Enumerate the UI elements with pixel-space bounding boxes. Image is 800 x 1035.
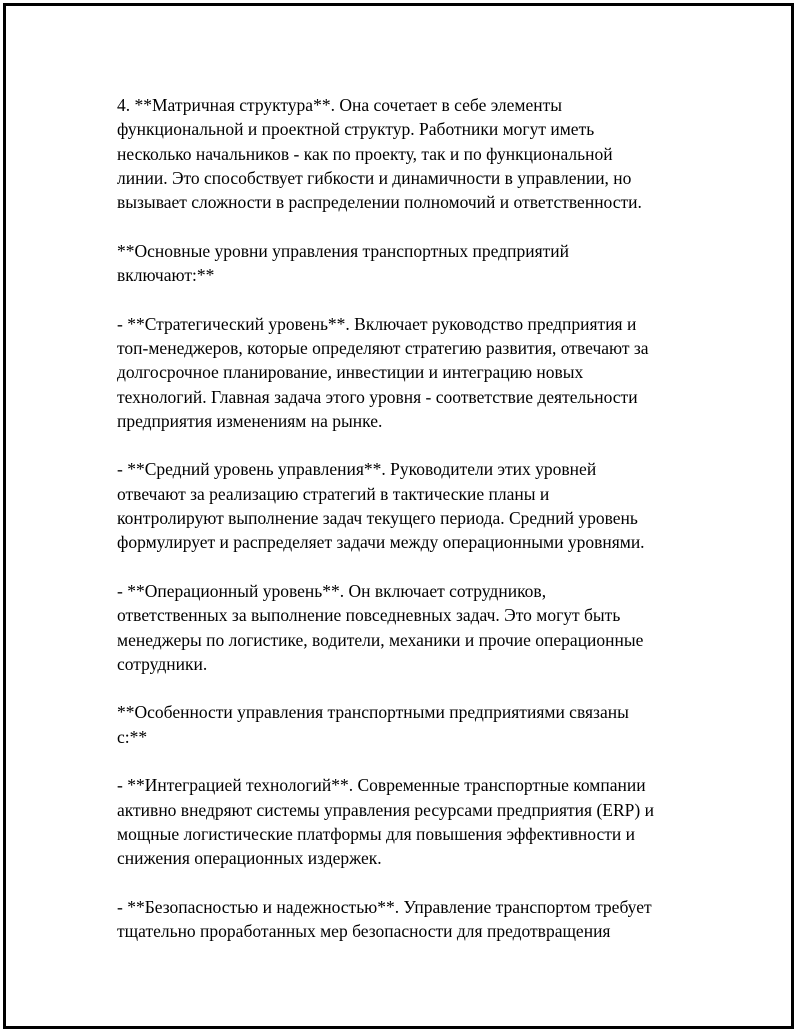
text-line: - **Стратегический уровень**. Включает руководство предприятия и bbox=[117, 313, 637, 334]
text-line: активно внедряют системы управления ресурсами предприятия (ERP) и bbox=[117, 799, 654, 820]
heading-management-levels bbox=[117, 239, 687, 288]
paragraph-gap bbox=[117, 555, 687, 579]
paragraph-gap bbox=[117, 749, 687, 773]
text-line: - **Операционный уровень**. Он включает сотрудников, bbox=[117, 580, 547, 601]
text-line: вызывает сложности в распределении полномочий и ответственности. bbox=[117, 192, 642, 213]
paragraph-strategic-level bbox=[117, 312, 687, 433]
text-line: мощные логистические платформы для повышения эффективности и bbox=[117, 823, 635, 844]
text-line: включают:** bbox=[117, 265, 215, 286]
paragraph-gap bbox=[117, 871, 687, 895]
text-line: ответственных за выполнение повседневных задач. Это могут быть bbox=[117, 605, 621, 626]
text-line: тщательно проработанных мер безопасности для предотвращения bbox=[117, 921, 611, 942]
text-line: долгосрочное планирование, инвестиции и интеграцию новых bbox=[117, 362, 584, 383]
text-line: сотрудники. bbox=[117, 653, 208, 674]
text-line: функциональной и проектной структур. Работники могут иметь bbox=[117, 119, 595, 140]
heading-management-features bbox=[117, 700, 687, 749]
paragraph-tech-integration bbox=[117, 773, 687, 870]
text-line: **Основные уровни управления транспортных предприятий bbox=[117, 240, 569, 261]
text-line: технологий. Главная задача этого уровня - соответствие деятельности bbox=[117, 386, 638, 407]
document-body bbox=[117, 93, 687, 943]
paragraph-middle-level bbox=[117, 457, 687, 554]
paragraph-safety-reliability bbox=[117, 895, 687, 944]
paragraph-matrix-structure bbox=[117, 93, 687, 214]
text-line: - **Интеграцией технологий**. Современные транспортные компании bbox=[117, 775, 646, 796]
text-line: **Особенности управления транспортными предприятиями связаны bbox=[117, 702, 629, 723]
text-line: - **Безопасностью и надежностью**. Управление транспортом требует bbox=[117, 896, 652, 917]
text-line: контролируют выполнение задач текущего периода. Средний уровень bbox=[117, 508, 638, 529]
text-line: несколько начальников - как по проекту, так и по функциональной bbox=[117, 143, 613, 164]
text-line: формулирует и распределяет задачи между операционными уровнями. bbox=[117, 532, 645, 553]
paragraph-gap bbox=[117, 214, 687, 238]
text-line: - **Средний уровень управления**. Руководители этих уровней bbox=[117, 459, 597, 480]
text-line: топ-менеджеров, которые определяют стратегию развития, отвечают за bbox=[117, 337, 649, 358]
paragraph-gap bbox=[117, 287, 687, 311]
text-line: менеджеры по логистике, водители, механики и прочие операционные bbox=[117, 629, 644, 650]
text-line: линии. Это способствует гибкости и динамичности в управлении, но bbox=[117, 167, 632, 188]
paragraph-operational-level bbox=[117, 579, 687, 676]
paragraph-gap bbox=[117, 433, 687, 457]
text-line: отвечают за реализацию стратегий в тактические планы и bbox=[117, 483, 550, 504]
text-line: предприятия изменениям на рынке. bbox=[117, 410, 383, 431]
paragraph-gap bbox=[117, 676, 687, 700]
text-line: 4. **Матричная структура**. Она сочетает в себе элементы bbox=[117, 95, 563, 115]
text-line: снижения операционных издержек. bbox=[117, 848, 382, 869]
text-line: с:** bbox=[117, 726, 148, 747]
